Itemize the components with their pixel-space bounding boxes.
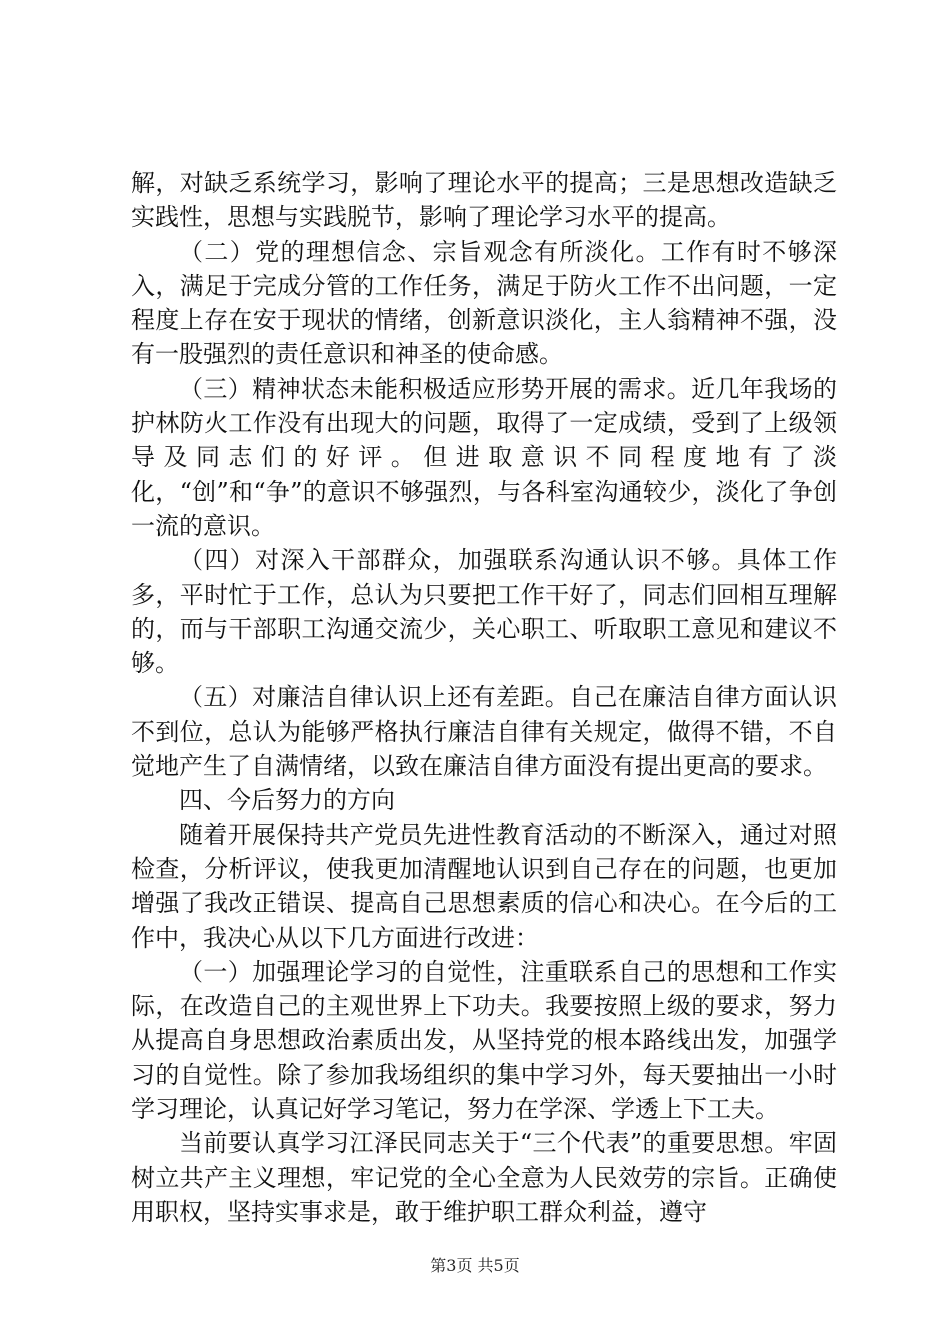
paragraph-9: 当前要认真学习江泽民同志关于“三个代表”的重要思想。牢固树立共产主义理想，牢记党的全心全意为人民效劳的宗旨。正确使用职权，坚持实事求是，敢于维护职工群众利益，遵守 [131,1129,837,1226]
page-footer: 第3页 共5页 [430,1256,520,1275]
paragraph-1: 解，对缺乏系统学习，影响了理论水平的提高；三是思想改造缺乏实践性，思想与实践脱节，影响了理论学习水平的提高。 [131,169,837,232]
paragraph-2: （二）党的理想信念、宗旨观念有所淡化。工作有时不够深入，满足于完成分管的工作任务，满足于防火工作不出问题，一定程度上存在安于现状的情绪，创新意识淡化，主人翁精神不强，没有一股强烈的责任意识和神圣的使命感。 [131,237,837,369]
section-heading: 四、今后努力的方向 [179,786,395,815]
document-body [131,166,837,1229]
paragraph-5: （五）对廉洁自律认识上还有差距。自己在廉洁自律方面认识不到位，总认为能够严格执行廉洁自律有关规定，做得不错，不自觉地产生了自满情绪，以致在廉洁自律方面没有提出更高的要求。 [131,683,837,781]
paragraph-4: （四）对深入干部群众，加强联系沟通认识不够。具体工作多，平时忙于工作，总认为只要把工作干好了，同志们回相互理解的，而与干部职工沟通交流少，关心职工、听取职工意见和建议不够。 [131,546,837,678]
paragraph-8: （一）加强理论学习的自觉性，注重联系自己的思想和工作实际，在改造自己的主观世界上下功夫。我要按照上级的要求，努力从提高自身思想政治素质出发，从坚持党的根本路线出发，加强学习的自觉性。除了参加我场组织的集中学习外，每天要抽出一小时学习理论，认真记好学习笔记，努力在学深、学透上下工夫。 [131,957,837,1124]
paragraph-7: 随着开展保持共产党员先进性教育活动的不断深入，通过对照检查，分析评议，使我更加清醒地认识到自己存在的问题，也更加增强了我改正错误、提高自己思想素质的信心和决心。在今后的工作中，我决心从以下几方面进行改进： [131,820,837,952]
paragraph-3: （三）精神状态未能积极适应形势开展的需求。近几年我场的护林防火工作没有出现大的问题，取得了一定成绩，受到了上级领导及同志们的好评。但进取意识不同程度地有了淡化，“创”和“争”的意识不够强烈，与各科室沟通较少，淡化了争创一流的意识。 [131,374,837,540]
